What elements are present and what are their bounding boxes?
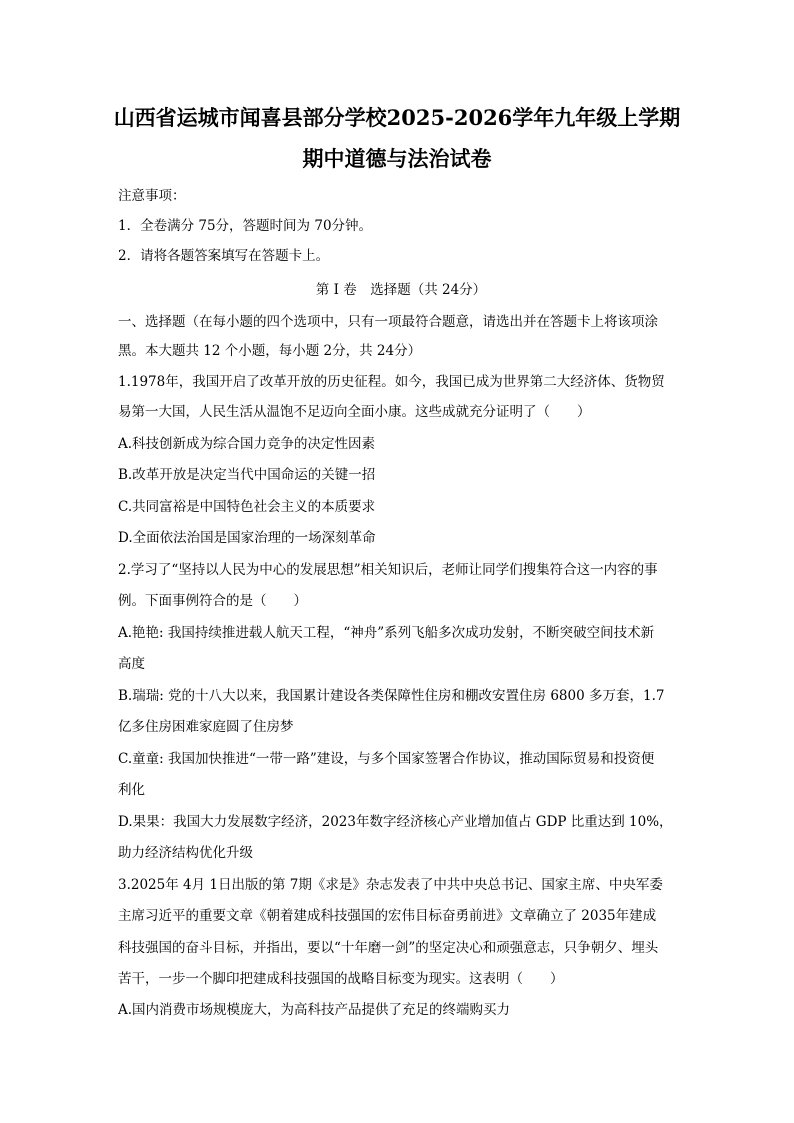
question-2-option-c-line1: C.童童: 我国加快推进“一带一路”建设，与多个国家签署合作协议，推动国际贸易和投资便 [118,751,655,767]
notes-heading: 注意事项： [118,188,186,204]
question-3-option-a: A.国内消费市场规模庞大，为高科技产品提供了充足的终端购买力 [118,1002,511,1018]
question-2-option-a-line2: 高度 [118,656,145,672]
notes-item-2: 2．请将各题答案填写在答题卡上。 [118,248,330,264]
question-1-option-d: D.全面依法治国是国家治理的一场深刻革命 [118,530,376,546]
question-3-stem-line1: 3.2025年 4月 1日出版的第 7期《求是》杂志发表了中共中央总书记、国家主席、中央军委 [118,877,663,893]
question-2-option-c-line2: 利化 [118,782,145,798]
notes-item-1: 1．全卷满分 75分，答题时间为 70分钟。 [118,218,373,234]
question-2-option-b-line2: 亿多住房困难家庭圆了住房梦 [118,719,294,735]
question-3-stem-line2: 主席习近平的重要文章《朝着建成科技强国的宏伟目标奋勇前进》文章确立了 2035年建成 [118,908,657,924]
question-1-stem-line2: 易第一大国，人民生活从温饱不足迈向全面小康。这些成就充分证明了（ ） [118,404,591,420]
question-2-option-d-line1: D.果果：我国大力发展数字经济，2023年数字经济核心产业增加值占 GDP 比重达到 10%， [118,814,673,830]
question-2-stem-line2: 例。下面事例符合的是（ ） [118,593,307,609]
question-3-stem-line3: 科技强国的奋斗目标，并指出，要以“十年磨一剑”的坚定决心和顽强意志，只争朝夕、埋头 [118,940,659,956]
question-1-option-b: B.改革开放是决定当代中国命运的关键一招 [118,467,376,483]
question-2-option-d-line2: 助力经济结构优化升级 [118,845,253,861]
section-instructions-line1: 一、选择题（在每小题的四个选项中，只有一项最符合题意，请选出并在答题卡上将该项涂 [118,314,658,330]
question-2-option-a-line1: A.艳艳: 我国持续推进载人航天工程，“神舟”系列飞船多次成功发射，不断突破空间技术新 [118,625,655,641]
exam-title-line2: 期中道德与法治试卷 [302,146,492,171]
question-3-stem-line4: 苦干，一步一个脚印把建成科技强国的战略目标变为现实。这表明（ ） [118,971,564,987]
question-2-stem-line1: 2.学习了“坚持以人民为中心的发展思想”相关知识后，老师让同学们搜集符合这一内容的事 [118,562,658,578]
question-1-option-c: C.共同富裕是中国特色社会主义的本质要求 [118,499,376,515]
section-instructions-line2: 黑。本大题共 12 个小题，每小题 2分，共 24分） [118,343,422,359]
exam-title-line1: 山西省运城市闻喜县部分学校2025-2026学年九年级上学期 [113,105,681,130]
question-2-option-b-line1: B.瑞瑞: 党的十八大以来，我国累计建设各类保障性住房和棚改安置住房 6800 多万套，1.7 [118,688,665,704]
section-header: 第 I 卷 选择题（共 24分） [315,282,487,298]
question-1-stem-line1: 1.1978年，我国开启了改革开放的历史征程。如今，我国已成为世界第二大经济体、货物贸 [118,374,665,390]
question-1-option-a: A.科技创新成为综合国力竞争的决定性因素 [118,436,376,452]
